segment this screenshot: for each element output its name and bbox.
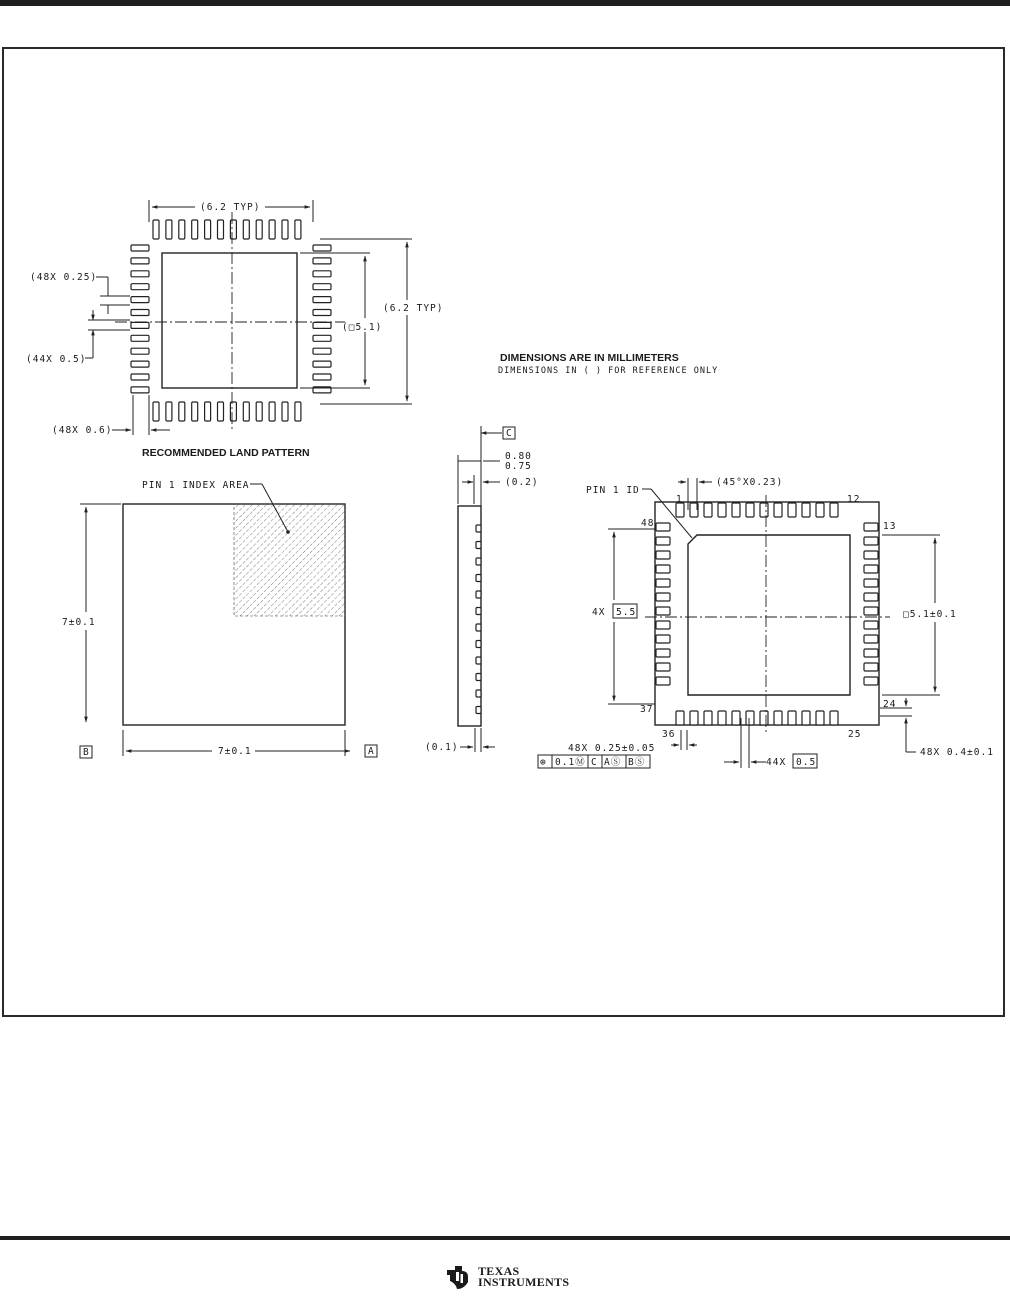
land-pad	[313, 348, 331, 354]
bottom-lead	[864, 565, 878, 573]
land-pad	[230, 402, 236, 421]
land-pad	[313, 284, 331, 290]
land-pad	[131, 322, 149, 328]
top-height-dim: 7±0.1	[62, 617, 96, 628]
land-pad	[131, 297, 149, 303]
land-top-dim: (6.2 TYP)	[200, 202, 261, 213]
land-pad	[166, 220, 172, 239]
land-pad	[282, 402, 288, 421]
land-pad	[313, 297, 331, 303]
bottom-lead	[656, 663, 670, 671]
bottom-lead	[676, 711, 684, 725]
land-pad	[131, 387, 149, 393]
bottom-lead	[864, 551, 878, 559]
logo-line-1: TEXAS	[478, 1264, 520, 1278]
bottom-lead	[656, 537, 670, 545]
side-lead	[476, 707, 481, 714]
pin-label-13: 13	[883, 521, 897, 532]
bottom-lead	[690, 711, 698, 725]
land-pad	[313, 374, 331, 380]
bottom-lead	[718, 711, 726, 725]
land-pad	[313, 258, 331, 264]
top-view	[62, 480, 377, 758]
land-pattern-view	[26, 200, 443, 459]
pin-label-25: 25	[848, 729, 862, 740]
dimension-note-subtitle: DIMENSIONS IN ( ) FOR REFERENCE ONLY	[498, 366, 719, 376]
bottom-lead	[656, 579, 670, 587]
land-48x-06-dim: (48X 0.6)	[52, 425, 113, 436]
land-pad	[131, 374, 149, 380]
bottom-lead	[864, 523, 878, 531]
land-pattern-thermal-pad	[162, 253, 297, 388]
land-pad	[243, 402, 249, 421]
bottom-lead	[864, 663, 878, 671]
land-pad	[131, 361, 149, 367]
side-lead	[476, 641, 481, 648]
pin-label-12: 12	[847, 494, 861, 505]
land-pad	[205, 220, 211, 239]
land-pad	[131, 258, 149, 264]
land-pad	[313, 322, 331, 328]
bottom-lead	[864, 607, 878, 615]
bottom-lead	[788, 503, 796, 517]
bottom-lead	[802, 503, 810, 517]
lead-length-dim: 48X 0.4±0.1	[920, 747, 994, 758]
pin-label-24: 24	[883, 699, 897, 710]
bottom-lead	[656, 523, 670, 531]
bottom-lead	[788, 711, 796, 725]
side-dim-02: (0.2)	[505, 477, 539, 488]
land-pad	[153, 220, 159, 239]
bottom-lead	[816, 711, 824, 725]
bottom-lead	[732, 711, 740, 725]
land-pad	[295, 220, 301, 239]
bottom-lead	[864, 593, 878, 601]
bottom-lead	[656, 593, 670, 601]
tolerance-value: 0.1Ⓜ	[555, 757, 586, 768]
tolerance-symbol: ⊕	[540, 757, 547, 768]
land-pad	[313, 335, 331, 341]
datum-a: A	[368, 746, 375, 757]
ti-logo-icon	[444, 1262, 474, 1292]
pin1-index-label: PIN 1 INDEX AREA	[142, 480, 250, 491]
land-pad	[313, 245, 331, 251]
bottom-lead	[746, 503, 754, 517]
top-width-dim: 7±0.1	[218, 746, 252, 757]
bottom-lead	[816, 503, 824, 517]
bottom-thermal-pad	[688, 535, 850, 695]
land-pad	[205, 402, 211, 421]
side-lead	[476, 674, 481, 681]
datum-b: B	[83, 747, 90, 758]
pin1-index-area	[234, 504, 345, 616]
tolerance-datum-a: AⓈ	[604, 757, 622, 768]
pin-label-37: 37	[640, 704, 654, 715]
bottom-lead	[774, 503, 782, 517]
side-lead	[476, 575, 481, 582]
pin-label-48: 48	[641, 518, 655, 529]
bottom-lead	[864, 677, 878, 685]
side-lead	[476, 690, 481, 697]
side-lead	[476, 624, 481, 631]
pin-label-1: 1	[676, 494, 683, 505]
bottom-lead	[746, 711, 754, 725]
span-prefix: 4X	[592, 607, 606, 618]
bottom-lead	[676, 503, 684, 517]
bottom-lead	[656, 677, 670, 685]
land-pad	[218, 402, 224, 421]
bottom-lead	[704, 503, 712, 517]
land-pad	[230, 220, 236, 239]
bottom-lead	[760, 503, 768, 517]
pin1-index-dot	[286, 530, 290, 534]
pin-label-36: 36	[662, 729, 676, 740]
side-lead	[476, 608, 481, 615]
side-lead	[476, 525, 481, 532]
dimension-note-title: DIMENSIONS ARE IN MILLIMETERS	[500, 352, 679, 364]
land-pad	[256, 220, 262, 239]
bottom-lead	[864, 621, 878, 629]
logo-line-2: INSTRUMENTS	[478, 1275, 570, 1289]
bottom-lead	[802, 711, 810, 725]
pitch-prefix: 44X	[766, 757, 787, 768]
bottom-lead	[718, 503, 726, 517]
land-pattern-heading: RECOMMENDED LAND PATTERN	[142, 447, 310, 459]
bottom-lead	[704, 711, 712, 725]
pin1-id-label: PIN 1 ID	[586, 485, 640, 496]
bottom-pad-dim: □5.1±0.1	[903, 609, 957, 620]
bottom-lead	[830, 503, 838, 517]
bottom-lead	[656, 551, 670, 559]
bottom-lead	[864, 649, 878, 657]
bottom-lead	[830, 711, 838, 725]
side-lead	[476, 591, 481, 598]
bottom-lead	[656, 565, 670, 573]
land-pad	[131, 271, 149, 277]
land-pad	[313, 310, 331, 316]
land-pad	[269, 220, 275, 239]
land-pad-dim: (□5.1)	[342, 322, 383, 333]
bottom-view	[538, 477, 994, 768]
chamfer-dim: (45°X0.23)	[716, 477, 784, 488]
land-pad	[166, 402, 172, 421]
land-pad	[153, 402, 159, 421]
land-pad	[131, 335, 149, 341]
side-lead	[476, 558, 481, 565]
tolerance-datum-b: BⓈ	[628, 757, 646, 768]
tolerance-frame	[538, 755, 650, 768]
bottom-lead	[656, 607, 670, 615]
side-lead	[476, 657, 481, 664]
land-pad	[313, 361, 331, 367]
span-value: 5.5	[616, 607, 637, 618]
bottom-lead	[656, 635, 670, 643]
land-right-dim: (6.2 TYP)	[383, 303, 444, 314]
land-pad	[269, 402, 275, 421]
land-44x-05-dim: (44X 0.5)	[26, 354, 87, 365]
land-pad	[282, 220, 288, 239]
land-pad	[131, 284, 149, 290]
land-pad	[256, 402, 262, 421]
side-dim-01: (0.1)	[425, 742, 459, 753]
land-pad	[313, 271, 331, 277]
bottom-lead	[656, 649, 670, 657]
pitch-value: 0.5	[796, 757, 817, 768]
thickness-min: 0.75	[505, 461, 532, 472]
tolerance-datum-c: C	[591, 757, 598, 768]
land-pad	[131, 310, 149, 316]
land-pad	[179, 220, 185, 239]
thickness-max: 0.80	[505, 451, 532, 462]
bottom-lead	[656, 621, 670, 629]
lead-width-dim: 48X 0.25±0.05	[568, 743, 656, 754]
bottom-lead	[760, 711, 768, 725]
land-pad	[131, 245, 149, 251]
land-pad	[243, 220, 249, 239]
bottom-lead	[774, 711, 782, 725]
land-48x-025-dim: (48X 0.25)	[30, 272, 98, 283]
bottom-lead	[864, 579, 878, 587]
land-pad	[295, 402, 301, 421]
bottom-lead	[864, 537, 878, 545]
bottom-lead	[864, 635, 878, 643]
land-pad	[192, 402, 198, 421]
ti-logo	[444, 1262, 594, 1292]
side-lead	[476, 542, 481, 549]
datum-c: C	[506, 428, 513, 439]
land-pad	[131, 348, 149, 354]
side-view	[425, 426, 539, 753]
land-pad	[218, 220, 224, 239]
land-pad	[179, 402, 185, 421]
bottom-lead	[732, 503, 740, 517]
land-pad	[192, 220, 198, 239]
